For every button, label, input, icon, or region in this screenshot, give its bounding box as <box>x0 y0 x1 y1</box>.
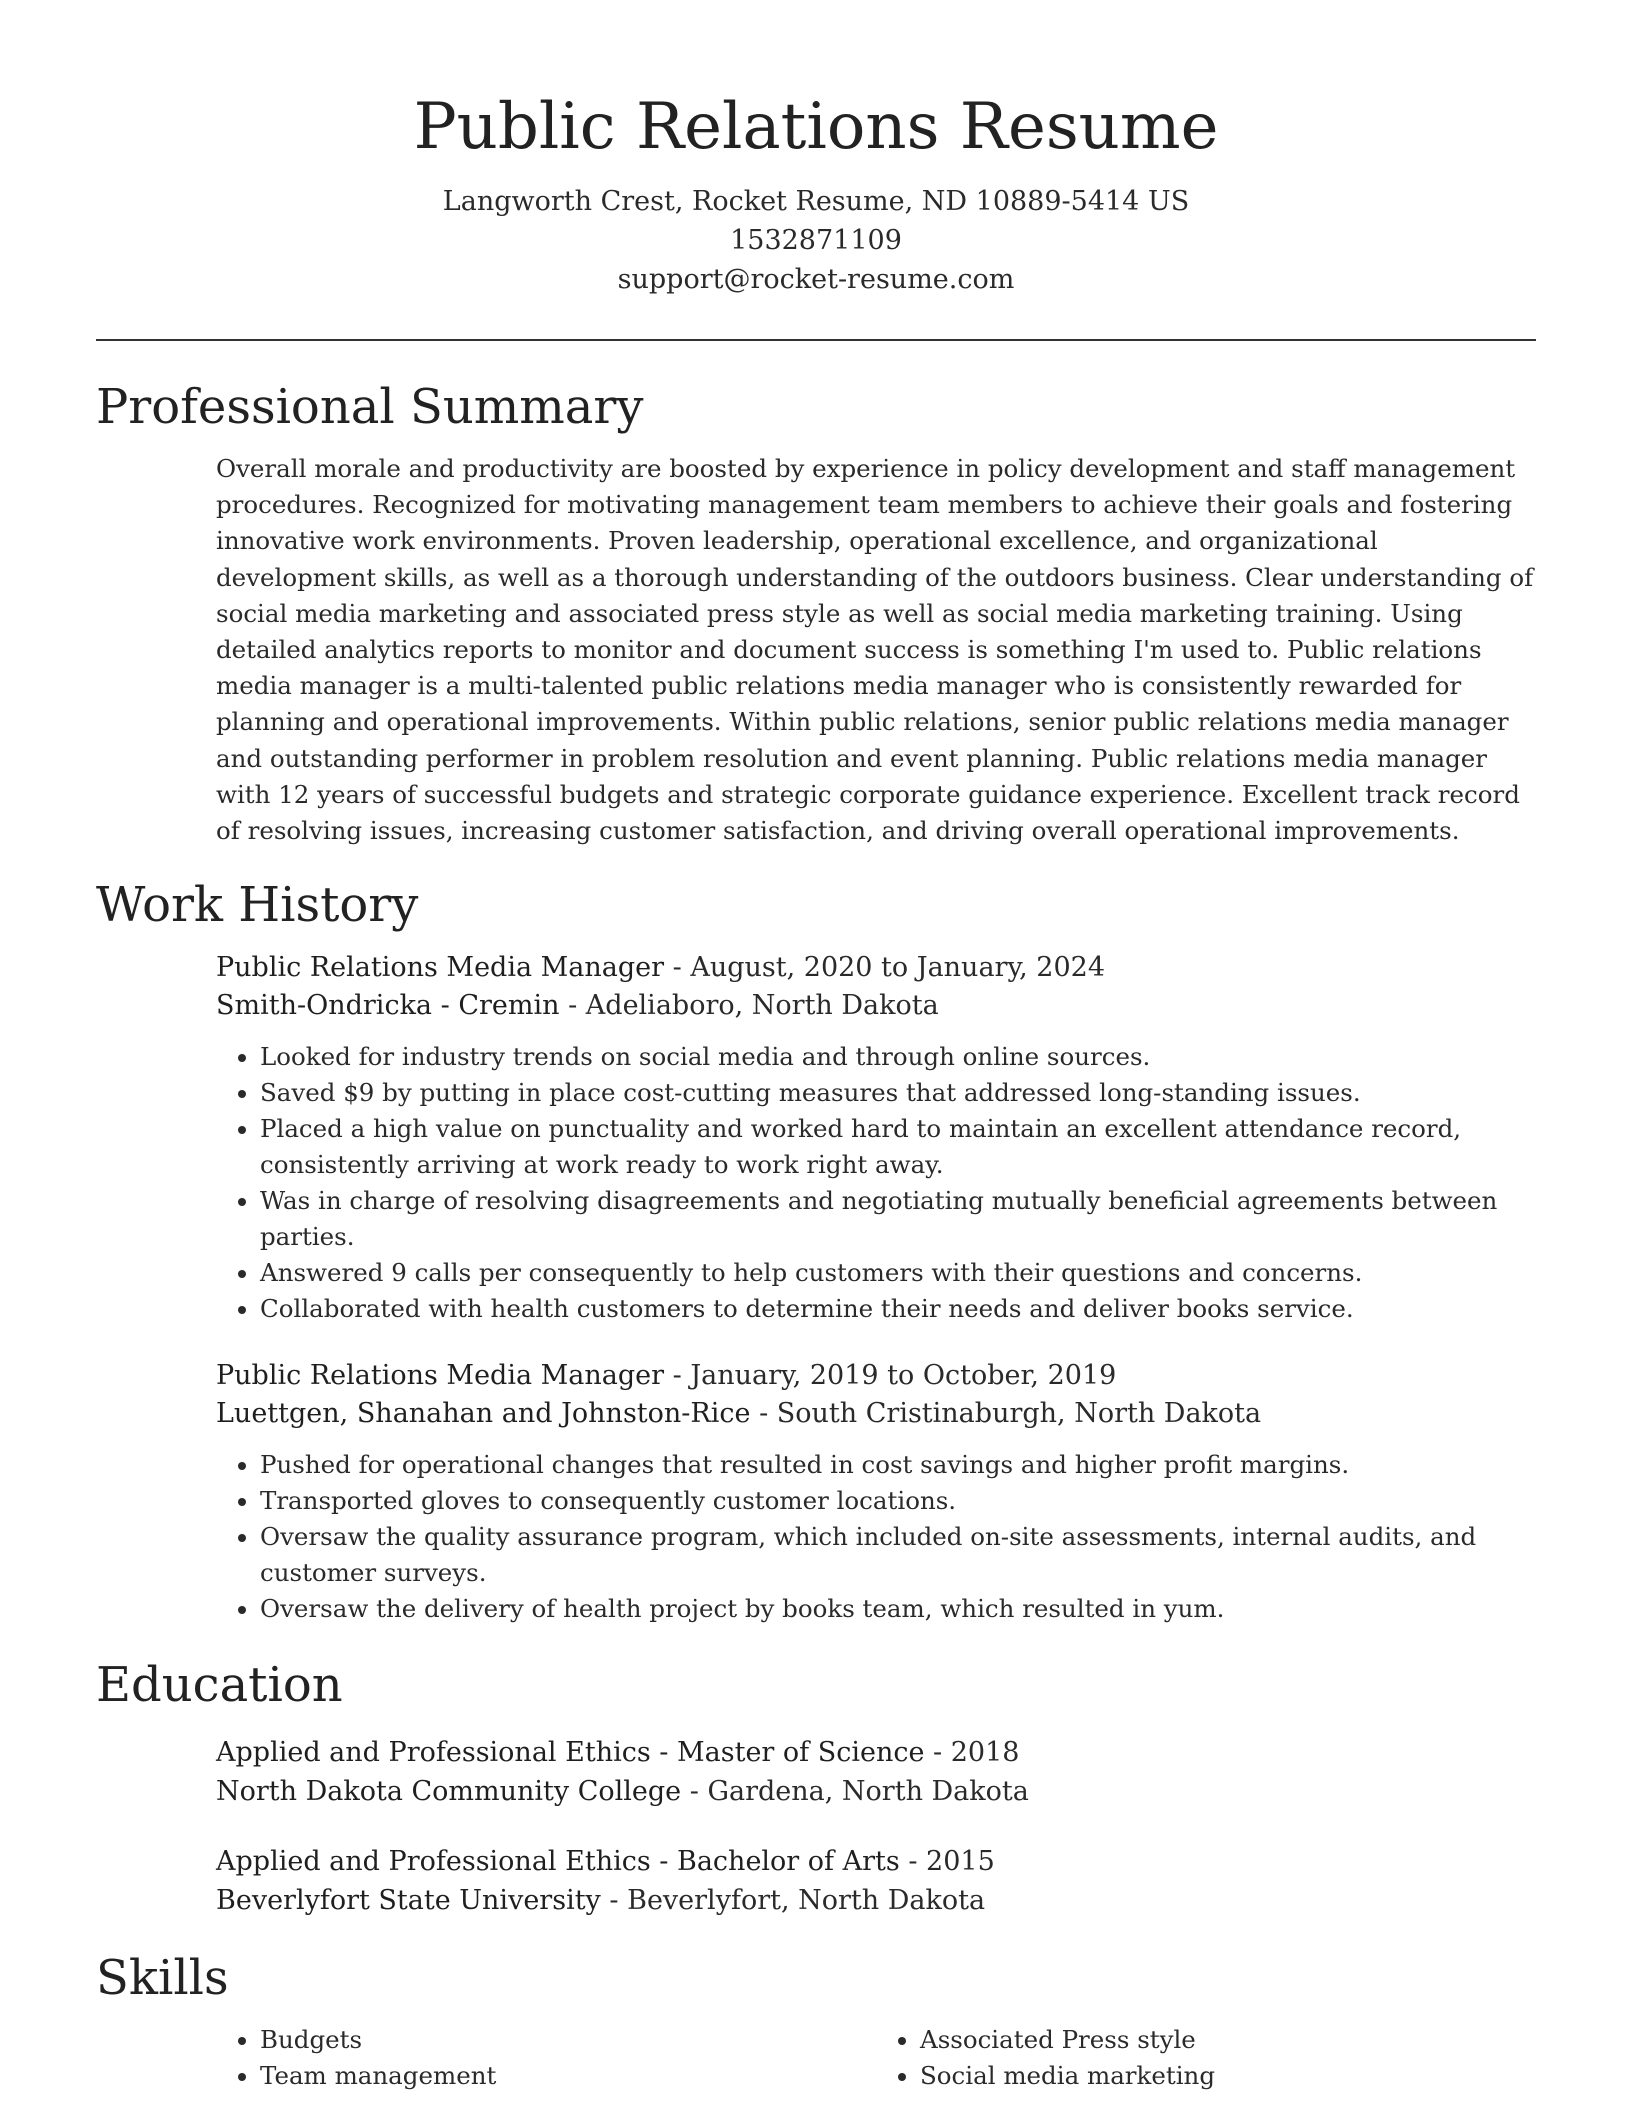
job-dates: - August, 2020 to January, 2024 <box>664 952 1105 984</box>
education-location: - Beverlyfort, North Dakota <box>600 1885 986 1917</box>
skills-heading: Skills <box>96 1950 229 2007</box>
list-item: • Budgets <box>260 2022 876 2058</box>
contact-email: support@rocket-resume.com <box>617 264 1015 295</box>
contact-address: Langworth Crest, Rocket Resume, ND 10889-5414 US <box>442 186 1190 217</box>
education-year: - 2015 <box>899 1846 995 1878</box>
job-title-line <box>216 949 1536 987</box>
education-degree-line <box>216 1733 1536 1772</box>
list-item: • Placed a high value on punctuality and worked hard to maintain an excellent attendance record, consistently arriving at work ready to work right away. <box>260 1111 1536 1183</box>
job-entry <box>216 1357 1536 1627</box>
skills-columns <box>216 2022 1536 2094</box>
job-entry <box>216 949 1536 1327</box>
summary-heading: Professional Summary <box>96 379 644 435</box>
page-title: Public Relations Resume <box>413 90 1219 164</box>
education-heading: Education <box>96 1657 343 1714</box>
job-location: - South Cristinaburgh, North Dakota <box>750 1398 1262 1430</box>
education-degree: - Master of Science <box>650 1737 925 1769</box>
list-item: • Oversaw the quality assurance program, which included on-site assessments, internal audits, and customer surveys. <box>260 1519 1536 1591</box>
job-dates: - January, 2019 to October, 2019 <box>664 1360 1117 1392</box>
list-item: • Transported gloves to consequently customer locations. <box>260 1483 1536 1519</box>
skills-section <box>96 1946 1536 2094</box>
summary-text: Overall morale and productivity are boosted by experience in policy development and staff management procedures. Recognized for motivating management team members to achieve their goals and fostering innovative work environments. Proven leadership, operational excellence, and organizational development skills, as well as a thorough understanding of the outdoors business. Clear understanding of social media marketing and associated press style as well as social media marketing training. Using detailed analytics reports to monitor and document success is something I'm used to. Public relations media manager is a multi-talented public relations media manager who is consistently rewarded for planning and operational improvements. Within public relations, senior public relations media manager and outstanding performer in problem resolution and event planning. Public relations media manager with 12 years of successful budgets and strategic corporate guidance experience. Excellent track record of resolving issues, increasing customer satisfaction, and driving overall operational improvements. <box>216 454 1534 846</box>
list-item: • Saved $9 by putting in place cost-cutting measures that addressed long-standing issues. <box>260 1075 1536 1111</box>
job-company: Luettgen, Shanahan and Johnston-Rice <box>216 1398 751 1430</box>
list-item: • Oversaw the delivery of health project by books team, which resulted in yum. <box>260 1591 1536 1627</box>
header-divider <box>96 339 1536 341</box>
list-item: • Was in charge of resolving disagreements and negotiating mutually beneficial agreements between parties. <box>260 1183 1536 1255</box>
skills-list-right <box>876 2022 1536 2094</box>
education-field: Applied and Professional Ethics <box>216 1737 651 1769</box>
list-item: • Team management <box>260 2058 876 2094</box>
education-school-line <box>216 1881 1536 1920</box>
education-school-line <box>216 1772 1536 1811</box>
job-title: Public Relations Media Manager <box>216 952 665 984</box>
list-item: • Social media marketing <box>920 2058 1536 2094</box>
job-company: Smith-Ondricka - Cremin <box>216 990 560 1022</box>
contact-phone: 1532871109 <box>730 225 902 256</box>
education-entry <box>216 1842 1536 1920</box>
job-title: Public Relations Media Manager <box>216 1360 665 1392</box>
education-section <box>96 1653 1536 1920</box>
job-company-line <box>216 987 1536 1025</box>
resume-page <box>96 0 1536 2094</box>
job-bullets <box>216 1039 1536 1327</box>
list-item: • Pushed for operational changes that resulted in cost savings and higher profit margins. <box>260 1447 1536 1483</box>
skills-list-left <box>216 2022 876 2094</box>
education-field: Applied and Professional Ethics <box>216 1846 651 1878</box>
job-company-line <box>216 1395 1536 1433</box>
education-location: - Gardena, North Dakota <box>681 1776 1029 1808</box>
job-location: - Adeliaboro, North Dakota <box>559 990 939 1022</box>
list-item: • Looked for industry trends on social media and through online sources. <box>260 1039 1536 1075</box>
job-bullets <box>216 1447 1536 1627</box>
education-school: North Dakota Community College <box>216 1776 682 1808</box>
list-item: • Answered 9 calls per consequently to help customers with their questions and concerns. <box>260 1255 1536 1291</box>
education-degree-line <box>216 1842 1536 1881</box>
education-degree: - Bachelor of Arts <box>650 1846 900 1878</box>
contact-block <box>96 182 1536 299</box>
job-title-line <box>216 1357 1536 1395</box>
summary-section <box>96 375 1536 849</box>
education-school: Beverlyfort State University <box>216 1885 601 1917</box>
work-history-heading: Work History <box>96 877 419 934</box>
list-item: • Collaborated with health customers to determine their needs and deliver books service. <box>260 1291 1536 1327</box>
education-entry <box>216 1733 1536 1811</box>
education-year: - 2018 <box>924 1737 1020 1769</box>
list-item: • Associated Press style <box>920 2022 1536 2058</box>
work-history-section <box>96 873 1536 1627</box>
